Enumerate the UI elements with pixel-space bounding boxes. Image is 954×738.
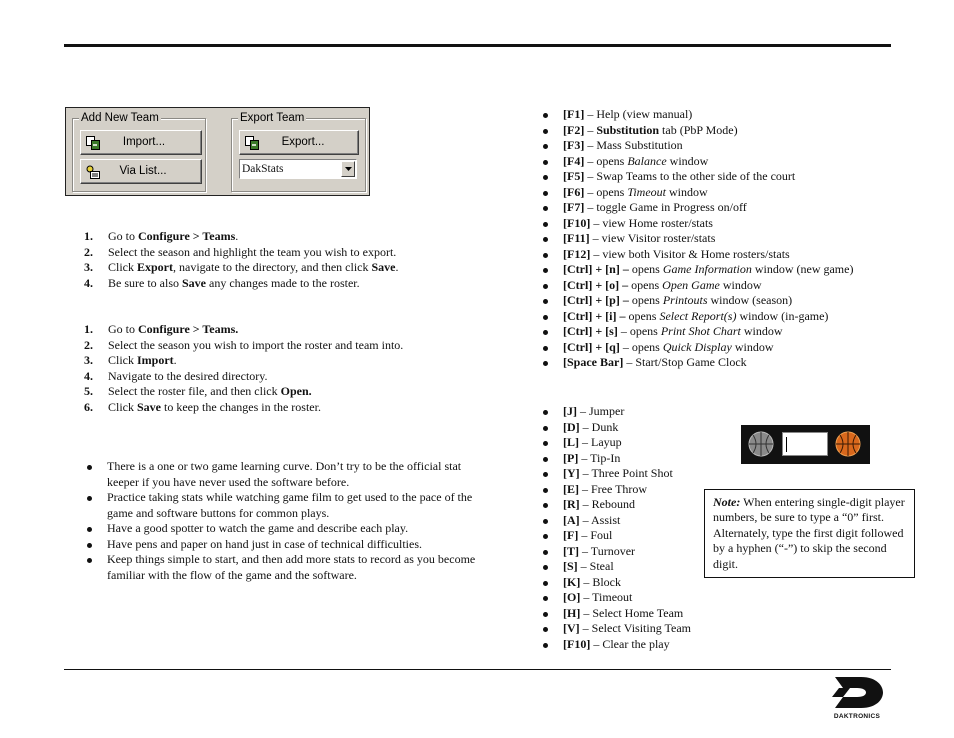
list-item: Keep things simple to start, and then add more stats to record as you become familiar with the flow of the game and the software.	[84, 552, 484, 583]
list-item: [F12] – view both Visitor & Home rosters/stats	[540, 247, 853, 263]
list-item: 1. Go to Configure > Teams.	[84, 229, 239, 243]
list-item: [E] – Free Throw	[540, 482, 691, 498]
list-item: [D] – Dunk	[540, 420, 691, 436]
list-item: [Y] – Three Point Shot	[540, 466, 691, 482]
list-item: [A] – Assist	[540, 513, 691, 529]
list-item: 2. Select the season and highlight the team you wish to export.	[84, 244, 397, 259]
list-item: 6. Click Save to keep the changes in the roster.	[84, 399, 321, 414]
header-rule	[64, 44, 891, 47]
list-item: [O] – Timeout	[540, 590, 691, 606]
import-button[interactable]	[80, 130, 202, 155]
list-item: [L] – Layup	[540, 435, 691, 451]
basketball-gray-icon	[748, 431, 774, 457]
list-item: [Ctrl] + [n] – opens Game Information window (new game)	[540, 262, 853, 278]
list-icon	[86, 165, 100, 179]
list-item: [Ctrl] + [s] – opens Print Shot Chart window	[540, 324, 853, 340]
export-button[interactable]	[239, 130, 359, 155]
list-item: [Ctrl] + [q] – opens Quick Display window	[540, 340, 853, 356]
note-label: Note:	[713, 495, 741, 509]
export-source-select[interactable]	[239, 159, 357, 179]
import-button-label: Import...	[122, 135, 166, 148]
list-item: [Ctrl] + [p] – opens Printouts window (season)	[540, 293, 853, 309]
list-item: 4. Navigate to the desired directory.	[84, 368, 268, 383]
list-item: 3. Click Import.	[84, 353, 177, 367]
list-item: Have a good spotter to watch the game and describe each play.	[84, 521, 484, 537]
list-item: [P] – Tip-In	[540, 451, 691, 467]
list-item: [J] – Jumper	[540, 404, 691, 420]
import-icon	[86, 136, 100, 150]
list-item: [F10] – view Home roster/stats	[540, 216, 853, 232]
footer-rule	[64, 669, 891, 670]
list-item: [T] – Turnover	[540, 544, 691, 560]
list-item: 1. Go to Configure > Teams.	[84, 322, 239, 336]
logo-wordmark: DAKTRONICS	[833, 713, 881, 720]
list-item: Practice taking stats while watching game film to get used to the pace of the game and software buttons for common plays.	[84, 490, 484, 521]
team-dialog-screenshot	[65, 107, 370, 196]
list-item: 3. Click Export, navigate to the directory, and then click Save.	[84, 260, 399, 274]
export-button-label: Export...	[281, 135, 325, 148]
list-item: [R] – Rebound	[540, 497, 691, 513]
list-item: [F10] – Clear the play	[540, 637, 691, 653]
list-item: [F6] – opens Timeout window	[540, 185, 853, 201]
list-item: 5. Select the roster file, and then click Open.	[84, 384, 312, 398]
tips-list	[84, 459, 484, 583]
via-list-button-label: Via List...	[119, 164, 167, 177]
export-team-title: Export Team	[240, 112, 305, 124]
list-item: [F3] – Mass Substitution	[540, 138, 853, 154]
player-entry-screenshot	[741, 425, 870, 464]
note-box	[704, 489, 915, 578]
player-number-input[interactable]	[782, 432, 828, 456]
text-caret	[786, 437, 787, 452]
function-keys-list	[540, 107, 853, 371]
list-item: There is a one or two game learning curve. Don’t try to be the official stat keeper if you have never used the software before.	[84, 459, 484, 490]
import-steps-list	[84, 322, 403, 415]
export-icon	[245, 136, 259, 150]
export-steps-list	[84, 229, 398, 291]
list-item: [F5] – Swap Teams to the other side of the court	[540, 169, 853, 185]
list-item: [F7] – toggle Game in Progress on/off	[540, 200, 853, 216]
list-item: [F] – Foul	[540, 528, 691, 544]
list-item: [V] – Select Visiting Team	[540, 621, 691, 637]
list-item: [Ctrl] + [o] – opens Open Game window	[540, 278, 853, 294]
list-item: [F2] – Substitution tab (PbP Mode)	[540, 123, 853, 139]
list-item: [F11] – view Visitor roster/stats	[540, 231, 853, 247]
list-item: [H] – Select Home Team	[540, 606, 691, 622]
list-item: [Ctrl] + [i] – opens Select Report(s) window (in-game)	[540, 309, 853, 325]
list-item: 4. Be sure to also Save any changes made to the roster.	[84, 275, 360, 290]
note-text: When entering single-digit player numbers, be sure to type a “0” first. Alternately, type the first digit followed by a hyphen (“-”) to skip the second digit.	[713, 495, 905, 571]
list-item: [S] – Steal	[540, 559, 691, 575]
via-list-button[interactable]	[80, 159, 202, 184]
chevron-down-icon[interactable]	[341, 161, 355, 177]
list-item: [F1] – Help (view manual)	[540, 107, 853, 123]
list-item: [F4] – opens Balance window	[540, 154, 853, 170]
basketball-orange-icon	[835, 431, 861, 457]
list-item: 2. Select the season you wish to import the roster and team into.	[84, 337, 404, 352]
add-new-team-title: Add New Team	[81, 112, 159, 124]
list-item: [K] – Block	[540, 575, 691, 591]
list-item: Have pens and paper on hand just in case of technical difficulties.	[84, 537, 484, 553]
list-item: [Space Bar] – Start/Stop Game Clock	[540, 355, 853, 371]
export-source-value: DakStats	[242, 163, 284, 175]
play-keys-list	[540, 404, 691, 652]
